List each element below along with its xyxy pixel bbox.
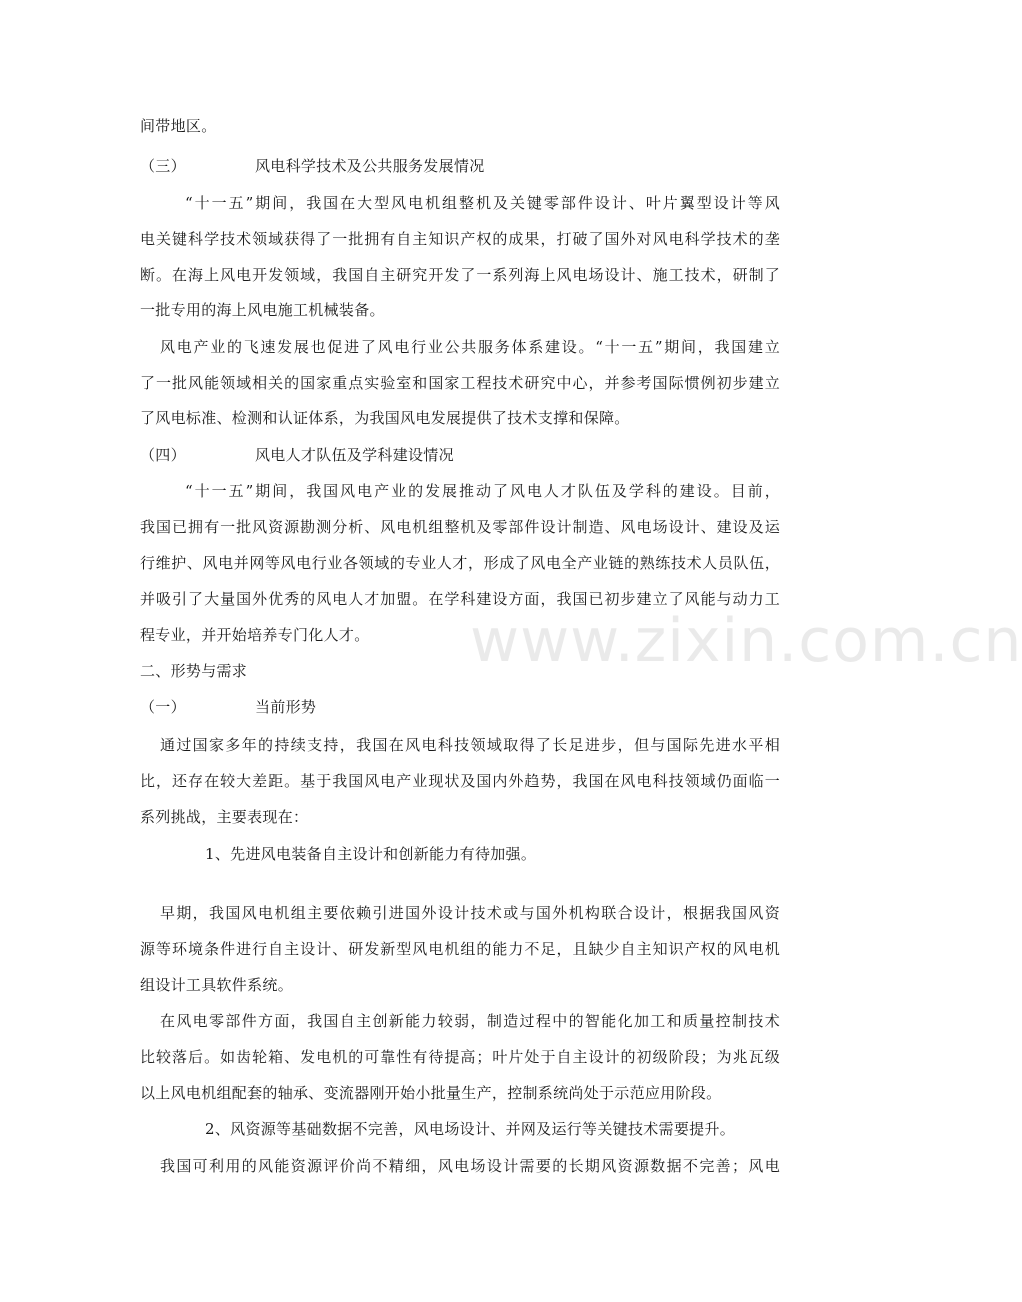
section-heading-1 xyxy=(140,697,186,717)
text-line: 间带地区。 xyxy=(140,117,217,135)
text-line: 早期，我国风电机组主要依赖引进国外设计技术或与国外机构联合设计，根据我国风资 xyxy=(160,904,780,922)
text-line: 组设计工具软件系统。 xyxy=(140,976,294,994)
text-line: 程专业，并开始培养专门化人才。 xyxy=(140,626,370,644)
text-line: 了一批风能领域相关的国家重点实验室和国家工程技术研究中心，并参考国际惯例初步建立 xyxy=(140,374,780,392)
section-heading-3-title: 风电科学技术及公共服务发展情况 xyxy=(255,157,485,175)
text-line: 源等环境条件进行自主设计、研发新型风电机组的能力不足，且缺少自主知识产权的风电机 xyxy=(140,940,780,958)
text-line: 我国已拥有一批风资源勘测分析、风电机组整机及零部件设计制造、风电场设计、建设及运 xyxy=(140,518,780,536)
heading-number: （三） xyxy=(140,157,186,175)
heading-number: （一） xyxy=(140,698,186,716)
text-line: 比较落后。如齿轮箱、发电机的可靠性有待提高；叶片处于自主设计的初级阶段；为兆瓦级 xyxy=(140,1048,780,1066)
section-heading-3 xyxy=(140,156,186,176)
section-heading-4-title: 风电人才队伍及学科建设情况 xyxy=(255,446,454,464)
text-line: “十一五”期间，我国在大型风电机组整机及关键零部件设计、叶片翼型设计等风 xyxy=(185,194,780,212)
list-item-heading: 2、风资源等基础数据不完善，风电场设计、并网及运行等关键技术需要提升。 xyxy=(205,1120,736,1138)
section-heading-4 xyxy=(140,445,186,465)
text-line: 电关键科学技术领域获得了一批拥有自主知识产权的成果，打破了国外对风电科学技术的垄 xyxy=(140,230,780,248)
text-line: 系列挑战，主要表现在： xyxy=(140,808,309,826)
list-item-heading: 1、先进风电装备自主设计和创新能力有待加强。 xyxy=(205,845,537,863)
text-line: 以上风电机组配套的轴承、变流器刚开始小批量生产，控制系统尚处于示范应用阶段。 xyxy=(140,1084,722,1102)
section-heading-1-title: 当前形势 xyxy=(255,698,317,716)
heading-number: （四） xyxy=(140,446,186,464)
text-line: 比，还存在较大差距。基于我国风电产业现状及国内外趋势，我国在风电科技领域仍面临一 xyxy=(140,772,780,790)
watermark: www.zixin.com.cn xyxy=(470,606,1022,676)
text-line: 断。在海上风电开发领域，我国自主研究开发了一系列海上风电场设计、施工技术，研制了 xyxy=(140,266,780,284)
text-line: 了风电标准、检测和认证体系，为我国风电发展提供了技术支撑和保障。 xyxy=(140,409,630,427)
text-line: 风电产业的飞速发展也促进了风电行业公共服务体系建设。“十一五”期间，我国建立 xyxy=(160,338,780,356)
text-line: 我国可利用的风能资源评价尚不精细，风电场设计需要的长期风资源数据不完善；风电 xyxy=(160,1157,780,1175)
text-line: 行维护、风电并网等风电行业各领域的专业人才，形成了风电全产业链的熟练技术人员队伍， xyxy=(140,554,780,572)
text-line: 一批专用的海上风电施工机械装备。 xyxy=(140,301,385,319)
text-line: 在风电零部件方面，我国自主创新能力较弱，制造过程中的智能化加工和质量控制技术 xyxy=(160,1012,780,1030)
text-line: 并吸引了大量国外优秀的风电人才加盟。在学科建设方面，我国已初步建立了风能与动力工 xyxy=(140,590,780,608)
text-line: 通过国家多年的持续支持，我国在风电科技领域取得了长足进步，但与国际先进水平相 xyxy=(160,736,780,754)
chapter-heading: 二、形势与需求 xyxy=(140,662,248,680)
text-line: “十一五”期间，我国风电产业的发展推动了风电人才队伍及学科的建设。目前， xyxy=(185,482,780,500)
